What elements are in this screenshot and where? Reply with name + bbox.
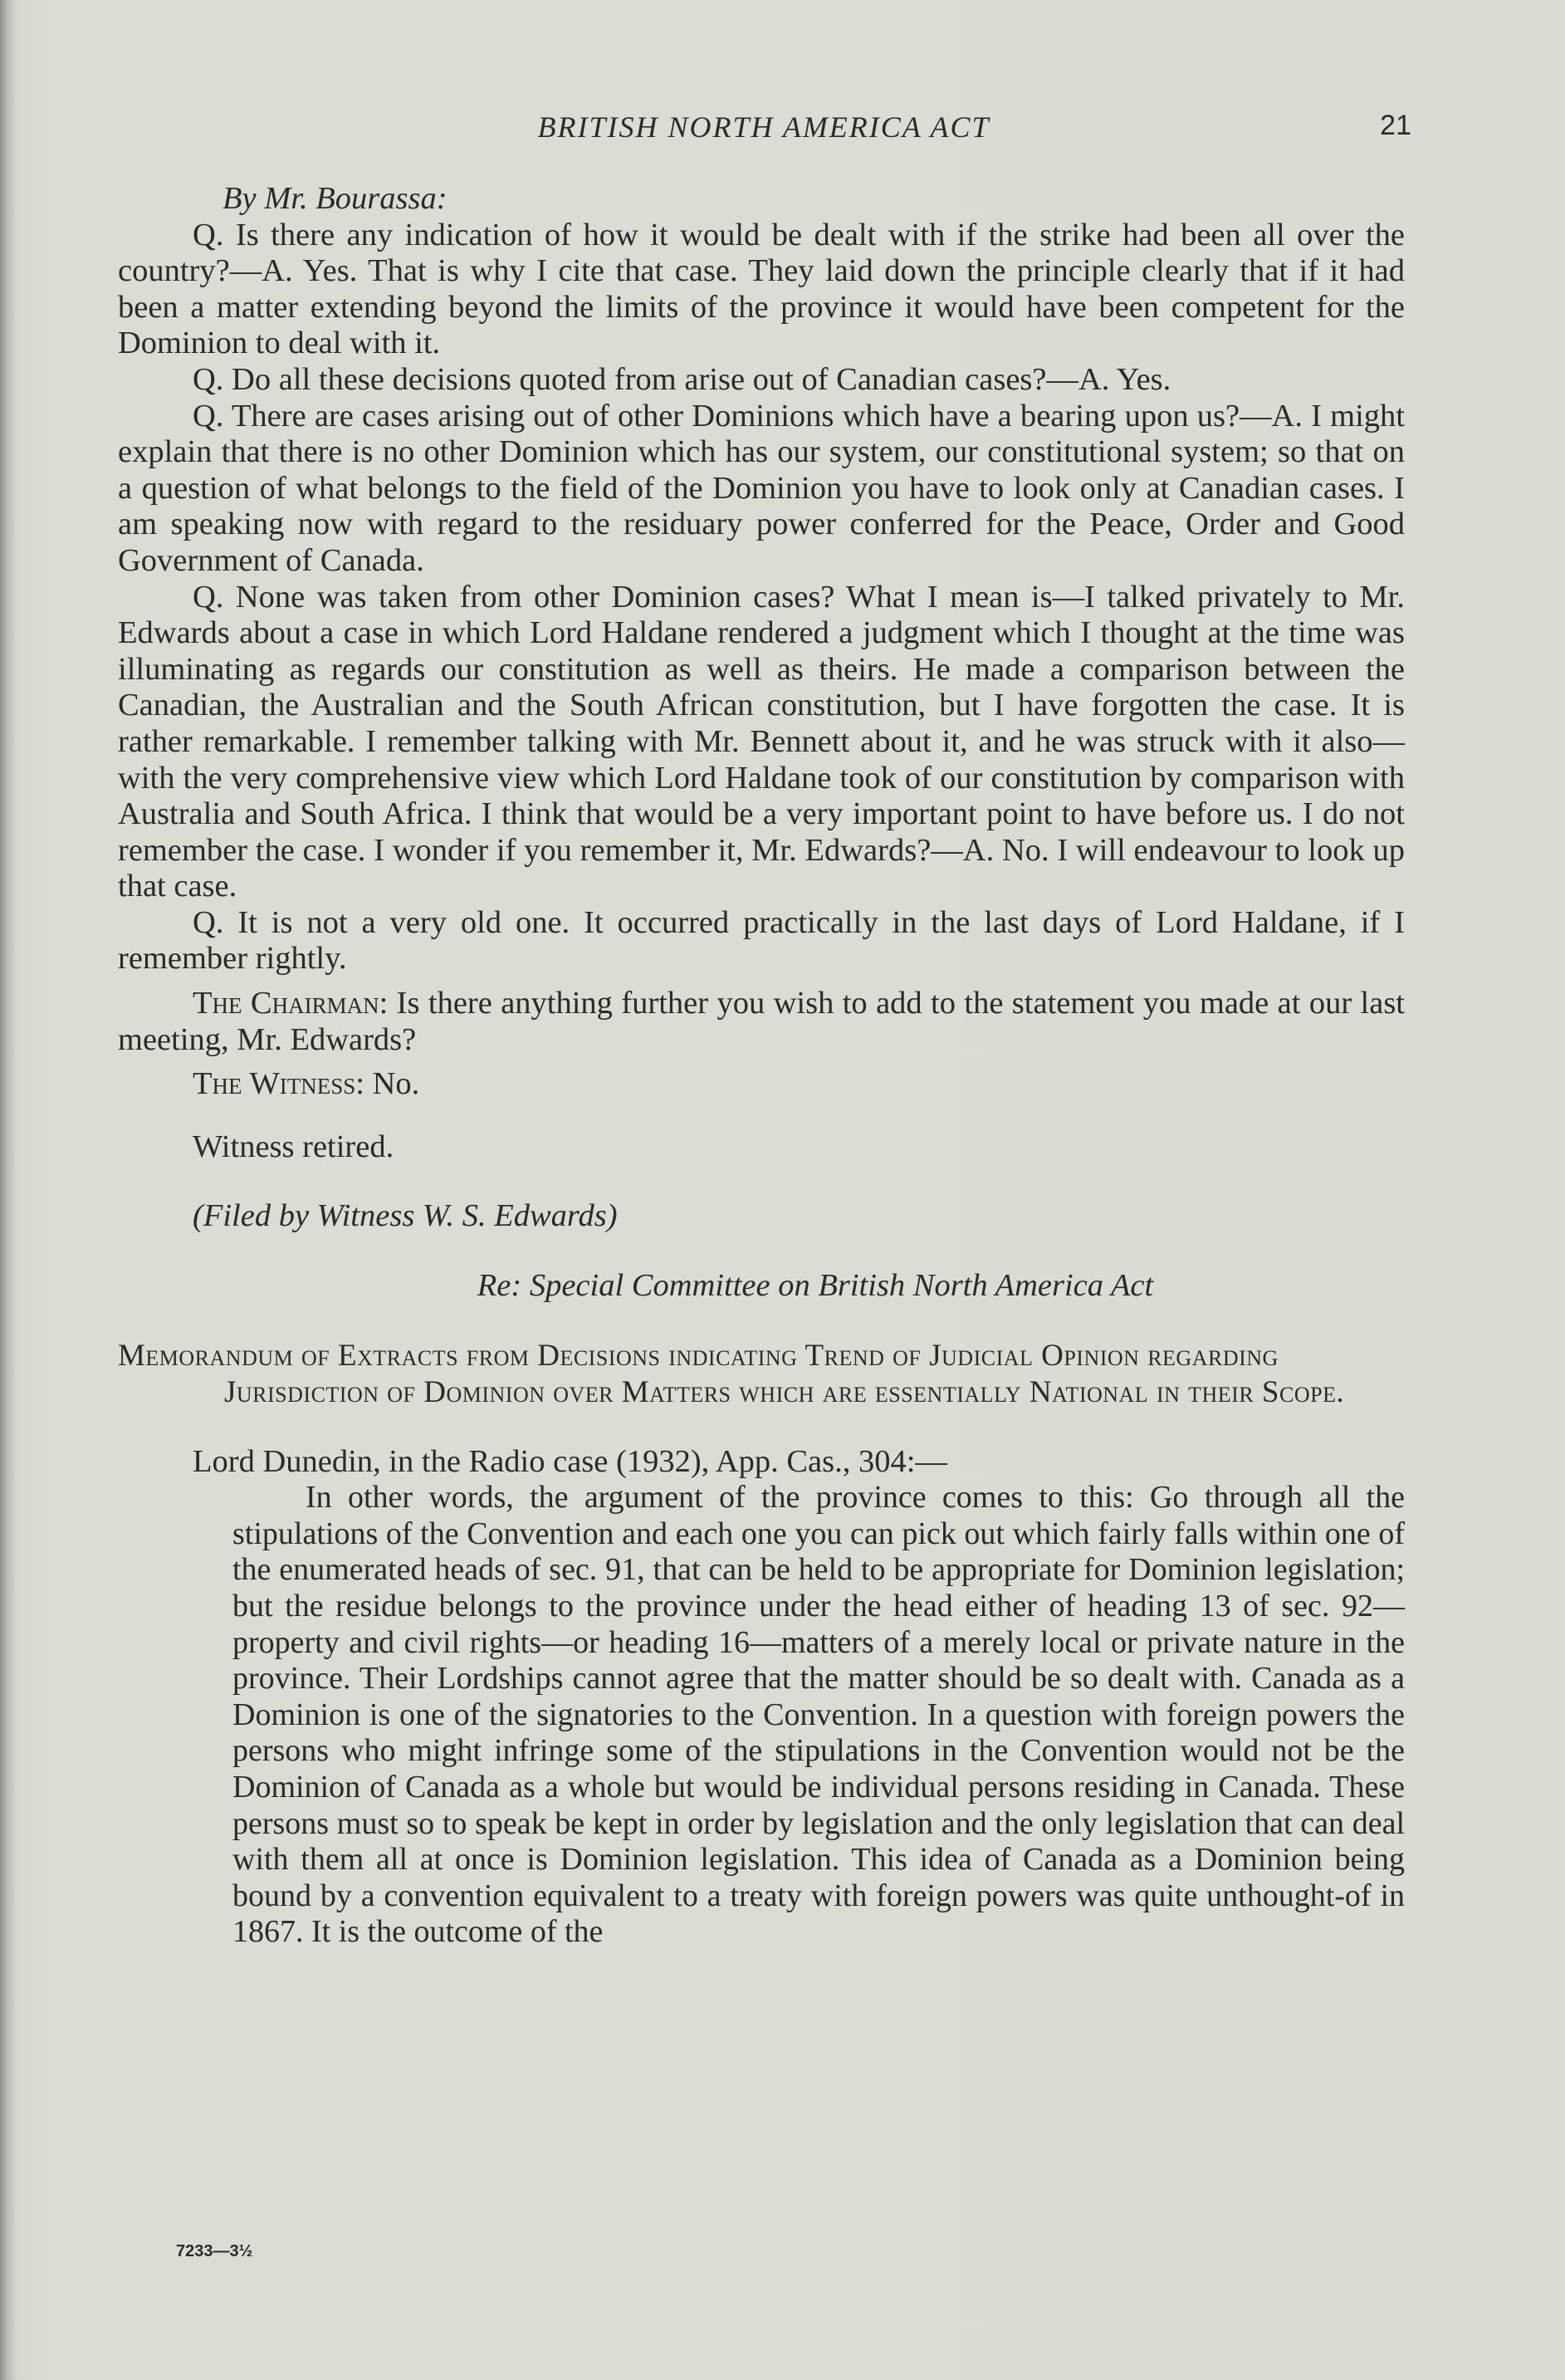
paragraph-2: Q. Do all these decisions quoted from arise out of Canadian cases?—A. Yes. (193, 361, 1171, 397)
filed-by-note: (Filed by Witness W. S. Edwards) (193, 1198, 618, 1234)
running-title: BRITISH NORTH AMERICA ACT (537, 110, 990, 144)
page-body (118, 181, 1405, 1951)
by-line: By Mr. Bourassa: (223, 181, 447, 216)
chairman-speaker: The Chairman: (193, 986, 389, 1021)
block-quote: In other words, the argument of the province comes to this: Go through all the stipulations of the Convention and each one you can pick out which fairly falls within one of the enumerated heads of sec. 91, that can be held to be appropriate for Dominion legislation; but the residue belongs to the province under the head either of heading 13 of sec. 92—property and civil rights—or heading 16—matters of a merely local or private nature in the province. Their Lordships cannot agree that the matter should be so dealt with. Canada as a Dominion is one of the signatories to the Convention. In a question with foreign powers the persons who might infringe some of the stipulations in the Convention would not be the Dominion of Canada as a whole but would be individual persons residing in Canada. These persons must so to speak be kept in order by legislation and the only legislation that can deal with them all at once is Dominion legislation. This idea of Canada as a Dominion being bound by a convention equivalent to a treaty with foreign powers was quite unthought-of in 1867. It is the outcome of the (232, 1480, 1405, 1950)
re-line: Re: Special Committee on British North America Act (477, 1268, 1154, 1304)
page-header (116, 106, 1411, 148)
chairman-paragraph (118, 986, 1405, 1058)
signature-mark: 7233—3½ (176, 2242, 253, 2260)
paragraph-4: Q. None was taken from other Dominion cases? What I mean is—I talked privately to Mr. Edwards about a case in which Lord Haldane rendered a judgment which I thought at the time was illuminating as regards our constitution as well as theirs. He made a comparison between the Canadian, the Australian and the South African constitution, but I have forgotten the case. It is rather remarkable. I remember talking with Mr. Bennett about it, and he was struck with it also—with the very comprehensive view which Lord Haldane took of our constitution by comparison with Australia and South Africa. I think that would be a very important point to have before us. I do not remember the case. I wonder if you remember it, Mr. Edwards?—A. No. I will endeavour to look up that case. (118, 579, 1405, 904)
memorandum-heading: Memorandum of Extracts from Decisions indicating Trend of Judicial Opinion regarding Jurisdiction of Dominion over Matters which are essentially National in their Scope. (118, 1338, 1345, 1409)
paragraph-3: Q. There are cases arising out of other Dominions which have a bearing upon us?—A. I might explain that there is no other Dominion which has our system, our constitutional system; so that on a question of what belongs to the field of the Dominion you have to look only at Canadian cases. I am speaking now with regard to the residuary power conferred for the Peace, Order and Good Government of Canada. (118, 398, 1405, 578)
chairman-text: Is there anything further you wish to add to the statement you made at our last meeting, Mr. Edwards? (118, 986, 1405, 1057)
paragraph-5: Q. It is not a very old one. It occurred practically in the last days of Lord Haldane, if I remember rightly. (118, 904, 1405, 977)
witness-text: No. (364, 1066, 420, 1102)
citation-line: Lord Dunedin, in the Radio case (1932), App. Cas., 304:— (193, 1443, 947, 1479)
witness-speaker: The Witness: (193, 1066, 364, 1102)
page-number: 21 (1380, 110, 1411, 141)
paragraph-1: Q. Is there any indication of how it would be dealt with if the strike had been all over the country?—A. Yes. That is why I cite that case. They laid down the principle clearly that if it had been a matter extending beyond the limits of the province it would have been competent for the Dominion to deal with it. (118, 217, 1405, 361)
witness-retired: Witness retired. (193, 1129, 394, 1164)
witness-paragraph (118, 1066, 1405, 1103)
